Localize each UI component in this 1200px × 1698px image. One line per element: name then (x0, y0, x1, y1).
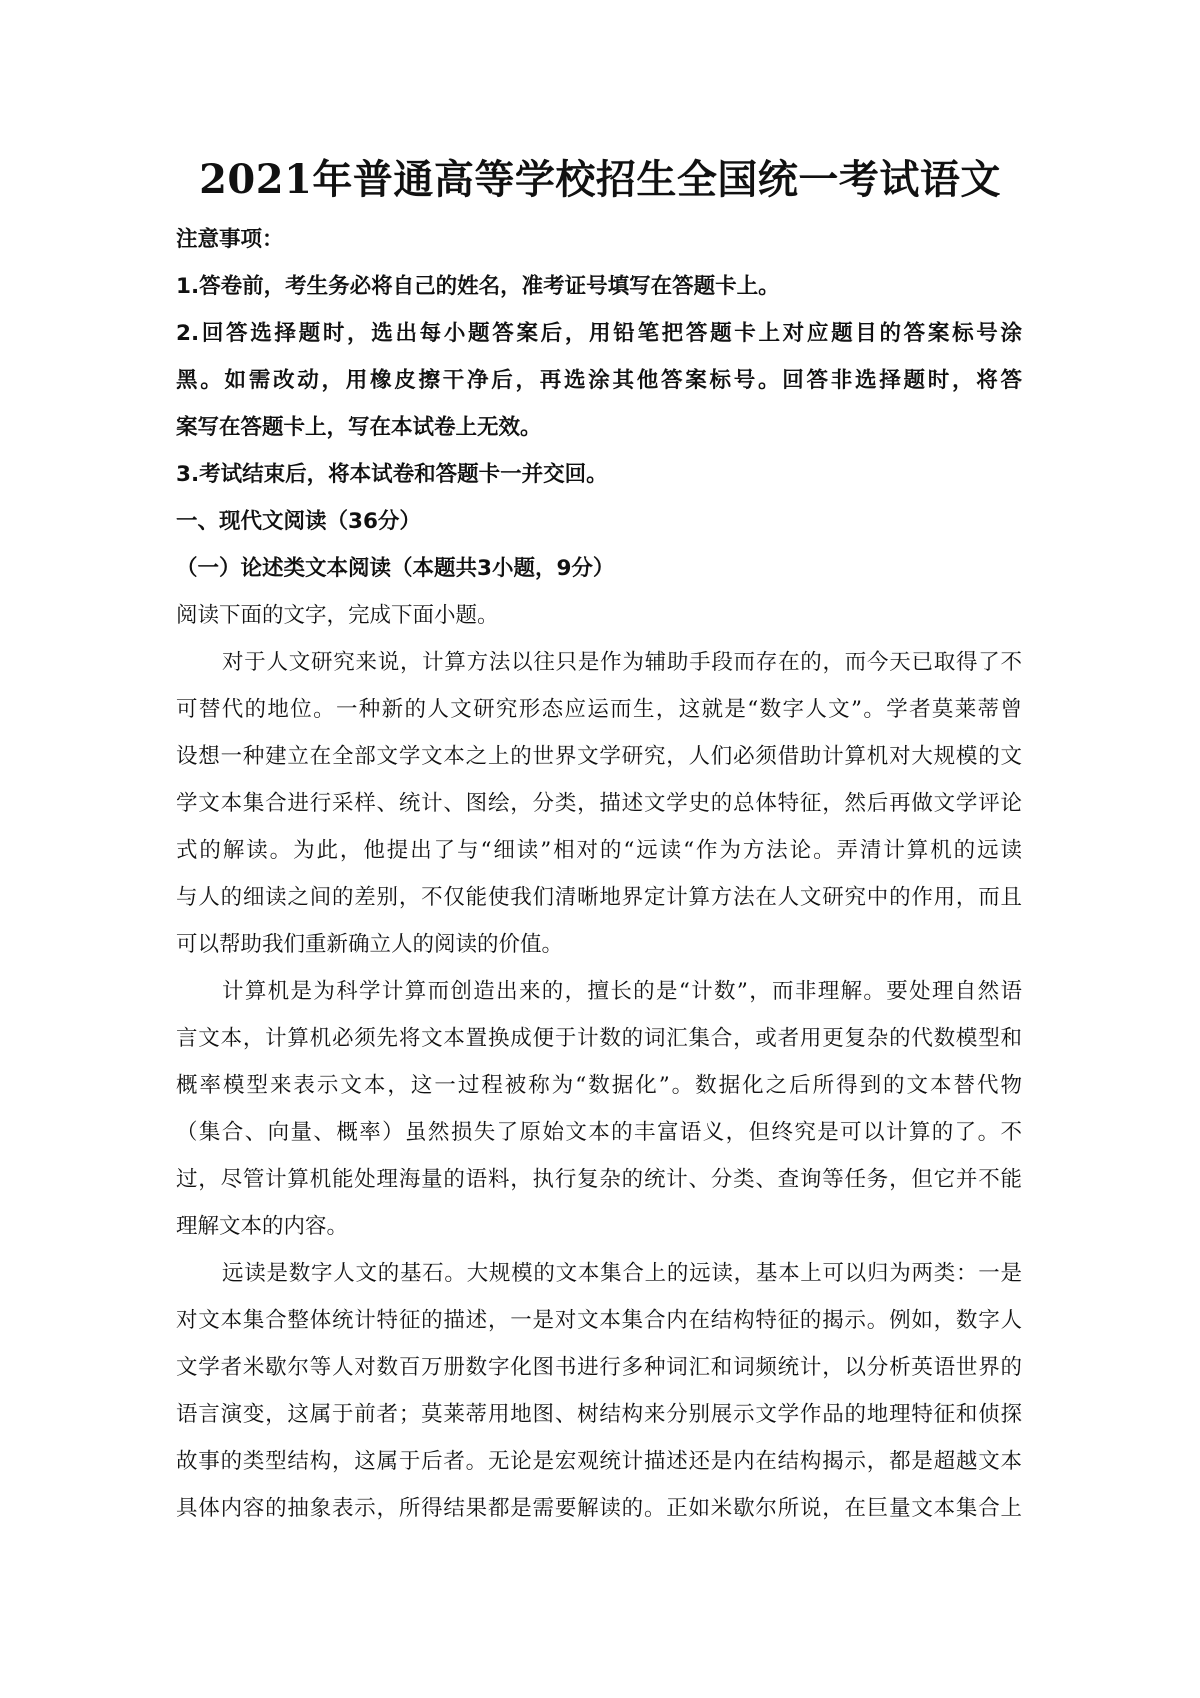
passage-paragraph-3 (176, 1250, 1022, 1532)
paragraph-line: 语言演变，这属于前者；莫莱蒂用地图、树结构来分别展示文学作品的地理特征和侦探 (176, 1402, 1022, 1427)
paragraph-line: 可替代的地位。一种新的人文研究形态应运而生，这就是“数字人文”。学者莫莱蒂曾 (176, 697, 1022, 722)
paragraph-line: （集合、向量、概率）虽然损失了原始文本的丰富语义，但终究是可以计算的了。不 (176, 1120, 1022, 1145)
notice-item-2-line-2: 黑。如需改动，用橡皮擦干净后，再选涂其他答案标号。回答非选择题时，将答 (176, 368, 1022, 393)
exam-content (176, 216, 1022, 1532)
paragraph-line: 式的解读。为此，他提出了与“细读”相对的“远读“作为方法论。弄清计算机的远读 (176, 838, 1022, 863)
notice-item-1: 1.答卷前，考生务必将自己的姓名，准考证号填写在答题卡上。 (176, 274, 780, 299)
paragraph-line: 概率模型来表示文本，这一过程被称为“数据化”。数据化之后所得到的文本替代物 (176, 1073, 1022, 1098)
paragraph-line: 与人的细读之间的差别，不仅能使我们清晰地界定计算方法在人文研究中的作用，而且 (176, 885, 1022, 910)
notice-item-2-line-3: 案写在答题卡上，写在本试卷上无效。 (176, 415, 542, 440)
subsection-heading: （一）论述类文本阅读（本题共3小题，9分） (176, 556, 615, 581)
notice-item-3: 3.考试结束后，将本试卷和答题卡一并交回。 (176, 462, 608, 487)
paragraph-line: 学文本集合进行采样、统计、图绘，分类，描述文学史的总体特征，然后再做文学评论 (176, 791, 1022, 816)
notice-heading: 注意事项： (176, 227, 284, 252)
paragraph-line: 计算机是为科学计算而创造出来的，擅长的是“计数”，而非理解。要处理自然语 (222, 979, 1022, 1004)
paragraph-line: 具体内容的抽象表示，所得结果都是需要解读的。正如米歇尔所说，在巨量文本集合上 (176, 1496, 1022, 1521)
paragraph-line: 过，尽管计算机能处理海量的语料，执行复杂的统计、分类、查询等任务，但它并不能 (176, 1167, 1022, 1192)
notice-item-2-line-1: 2.回答选择题时，选出每小题答案后，用铅笔把答题卡上对应题目的答案标号涂 (176, 321, 1022, 346)
paragraph-line: 远读是数字人文的基石。大规模的文本集合上的远读，基本上可以归为两类：一是 (222, 1261, 1022, 1286)
paragraph-line: 可以帮助我们重新确立人的阅读的价值。 (176, 932, 564, 957)
paragraph-line: 文学者米歇尔等人对数百万册数字化图书进行多种词汇和词频统计，以分析英语世界的 (176, 1355, 1022, 1380)
paragraph-line: 对文本集合整体统计特征的描述，一是对文本集合内在结构特征的揭示。例如，数字人 (176, 1308, 1022, 1333)
exam-title: 2021年普通高等学校招生全国统一考试语文 (199, 156, 1001, 203)
passage-paragraph-2 (176, 968, 1022, 1250)
paragraph-line: 设想一种建立在全部文学文本之上的世界文学研究，人们必须借助计算机对大规模的文 (176, 744, 1022, 769)
reading-instruction: 阅读下面的文字，完成下面小题。 (176, 603, 499, 628)
passage-paragraph-1 (176, 639, 1022, 968)
paragraph-line: 理解文本的内容。 (176, 1214, 349, 1239)
section-heading: 一、现代文阅读（36分） (176, 509, 421, 534)
paragraph-line: 故事的类型结构，这属于后者。无论是宏观统计描述还是内在结构揭示，都是超越文本 (176, 1449, 1022, 1474)
paragraph-line: 对于人文研究来说，计算方法以往只是作为辅助手段而存在的，而今天已取得了不 (222, 650, 1022, 675)
paragraph-line: 言文本，计算机必须先将文本置换成便于计数的词汇集合，或者用更复杂的代数模型和 (176, 1026, 1022, 1051)
